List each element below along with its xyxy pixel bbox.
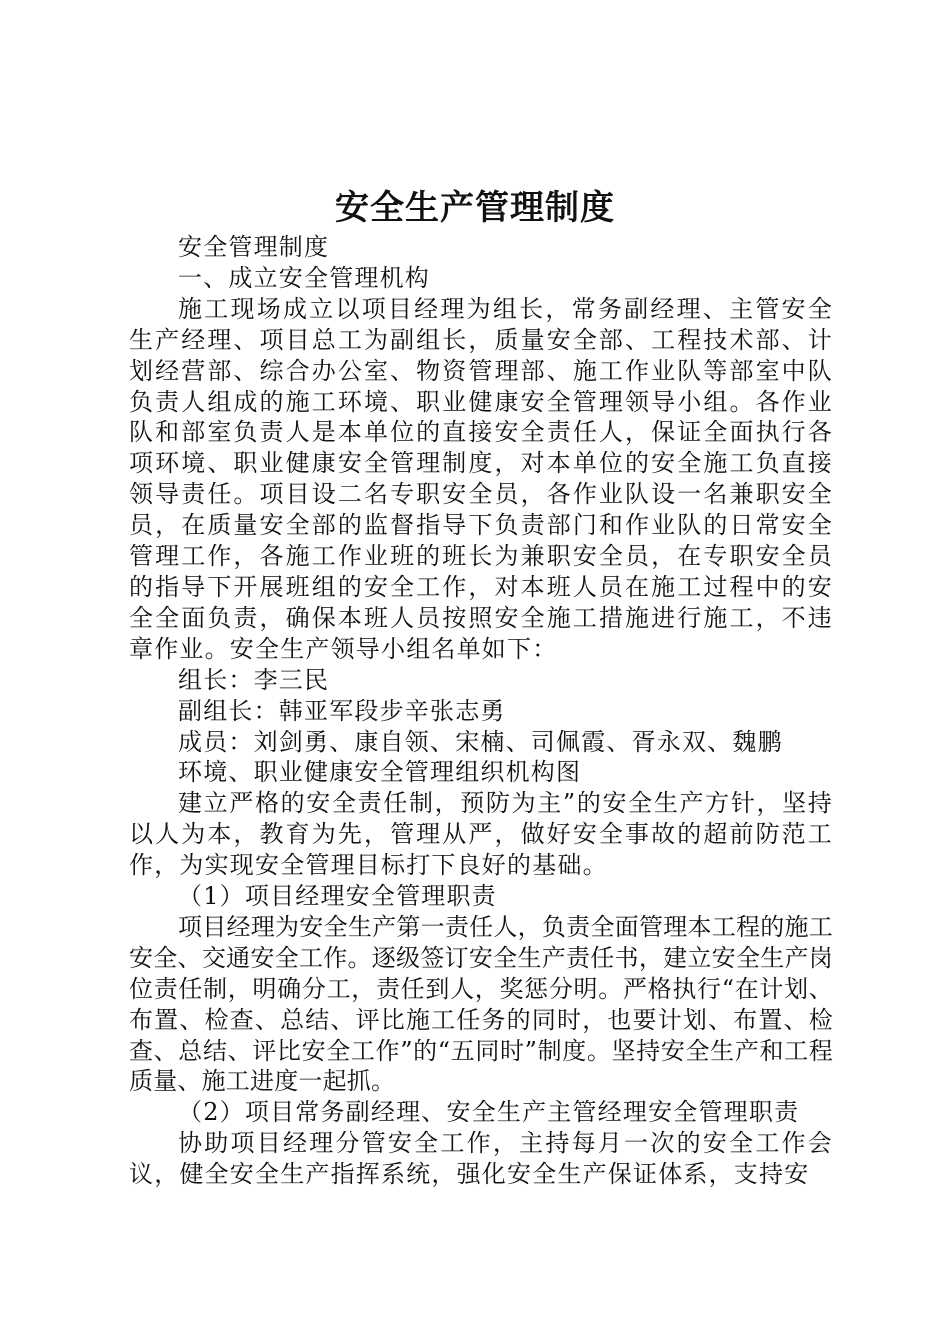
paragraph-deputy-manager-duties: 协助项目经理分管安全工作，主持每月一次的安全工作会议，健全安全生产指挥系统，强化安全生产保证体系，支持安: [129, 1129, 833, 1189]
paragraph-heading-deputy-manager: （2）项目常务副经理、安全生产主管经理安全管理职责: [178, 1098, 800, 1127]
paragraph-members: 成员：刘剑勇、康自领、宋楠、司佩霞、胥永双、魏鹏: [178, 727, 783, 756]
document-title: 安全生产管理制度: [335, 188, 615, 228]
paragraph-org-chart-caption: 环境、职业健康安全管理组织机构图: [178, 758, 582, 787]
paragraph-project-manager-duties: 项目经理为安全生产第一责任人，负责全面管理本工程的施工安全、交通安全工作。逐级签订安全生产责任书，建立安全生产岗位责任制，明确分工，责任到人，奖惩分明。严格执行“在计划、布置、检查、总结、评比施工任务的同时，也要计划、布置、检查、总结、评比安全工作”的“五同时”制度。坚持安全生产和工程质量、施工进度一起抓。: [129, 912, 833, 1096]
document-body: [129, 232, 833, 1190]
paragraph-section-heading: 安全管理制度: [178, 233, 330, 261]
paragraph-heading-project-manager: （1）项目经理安全管理职责: [178, 882, 497, 911]
paragraph-team-leader: 组长：李三民: [178, 665, 330, 694]
paragraph-heading-establish-organization: 一、成立安全管理机构: [178, 263, 430, 292]
paragraph-deputy-leader: 副组长：韩亚军段步辛张志勇: [178, 696, 506, 725]
paragraph-organization-description: 施工现场成立以项目经理为组长，常务副经理、主管安全生产经理、项目总工为副组长，质量安全部、工程技术部、计划经营部、综合办公室、物资管理部、施工作业队等部室中队负责人组成的施工环境、职业健康安全管理领导小组。各作业队和部室负责人是本单位的直接安全责任人，保证全面执行各项环境、职业健康安全管理制度，对本单位的安全施工负直接领导责任。项目设二名专职安全员，各作业队设一名兼职安全员，在质量安全部的监督指导下负责部门和作业队的日常安全管理工作，各施工作业班的班长为兼职安全员，在专职安全员的指导下开展班组的安全工作，对本班人员在施工过程中的安全全面负责，确保本班人员按照安全施工措施进行施工，不违章作业。安全生产领导小组名单如下：: [129, 294, 833, 663]
paragraph-responsibility-system: 建立严格的安全责任制，预防为主”的安全生产方针，坚持以人为本，教育为先，管理从严，做好安全事故的超前防范工作，为实现安全管理目标打下良好的基础。: [129, 789, 833, 880]
